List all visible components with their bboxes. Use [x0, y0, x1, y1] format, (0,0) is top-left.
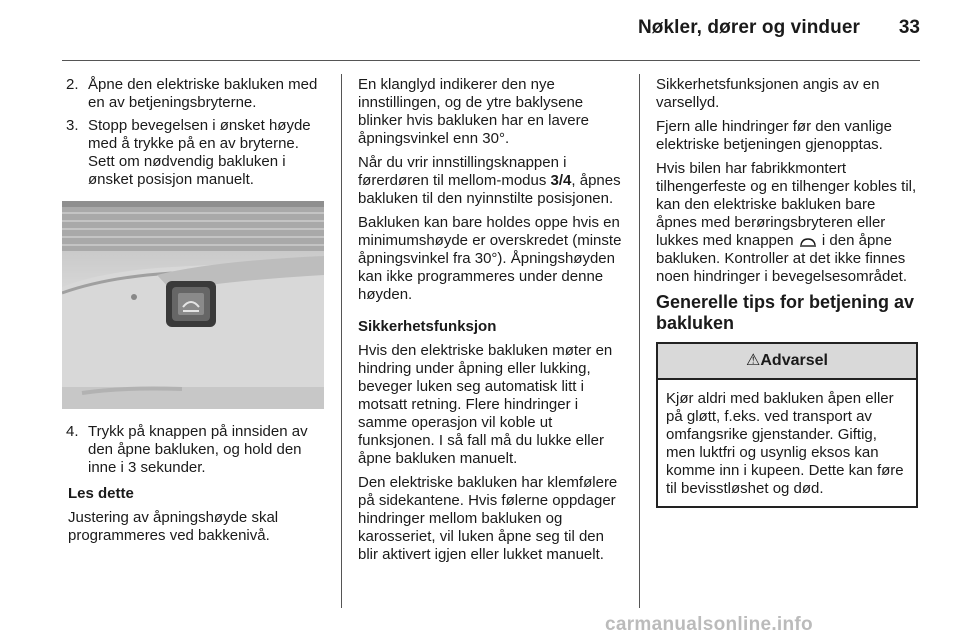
warning-header	[658, 344, 916, 380]
watermark: carmanualsonline.info	[605, 614, 813, 635]
close-tailgate-button-icon	[798, 235, 818, 247]
paragraph-remove-obstacles: Fjern alle hindringer før den vanlige elektriske betjeningen gjenopptas.	[656, 118, 892, 153]
list-item-step-3	[62, 117, 326, 189]
column-1	[62, 76, 326, 551]
paragraph-driver-door-knob	[358, 154, 624, 208]
text-fragment: Når du vrir innstillingsknappen i førerdøren til mellom-modus	[358, 154, 567, 189]
note-block	[62, 485, 326, 545]
column-divider-2	[639, 74, 640, 608]
warning-title: Advarsel	[760, 352, 828, 369]
text-fragment: Hvis bilen har fabrikkmontert tilhengerfeste og en tilhenger kobles til, kan den elektriske bakluken bare åpnes med berøringsbryteren eller lukkes med knappen	[656, 160, 917, 249]
warning-box	[656, 342, 918, 508]
tailgate-button-photo	[62, 201, 324, 409]
safety-heading: Sikkerhetsfunksjon	[358, 318, 497, 335]
step-text: Stopp bevegelsen i ønsket høyde med å trykke på en av bryterne. Sett om nødvendig bakluken i ønsket posisjon manuelt.	[88, 117, 311, 188]
note-text: Justering av åpningshøyde skal programmeres ved bakkenivå.	[68, 509, 279, 544]
paragraph-chime: En klanglyd indikerer den nye innstillingen, og de ytre baklysene blinker hvis bakluken har en lavere åpningsvinkel enn 30°.	[358, 76, 589, 147]
warning-triangle-icon: ⚠	[746, 352, 761, 369]
list-item-step-4	[62, 423, 326, 477]
step-text: Åpne den elektriske bakluken med en av betjeningsbryterne.	[88, 76, 318, 111]
step-number: 2.	[66, 76, 79, 93]
column-3	[656, 76, 920, 508]
step-text: Trykk på knappen på innsiden av den åpne bakluken, og hold den inne i 3 sekunder.	[88, 423, 308, 476]
step-number: 4.	[66, 423, 79, 440]
header-rule	[62, 60, 920, 61]
tailgate-illustration	[62, 201, 324, 409]
paragraph-minimum-height: Bakluken kan bare holdes oppe hvis en minimumshøyde er overskredet (minste åpningsvinkel fra 30°). Åpningshøyden kan ikke programmeres under denne høyden.	[358, 214, 622, 303]
warning-text: Kjør aldri med bakluken åpen eller på gløtt, f.eks. ved transport av omfangsrike gjenstander. Giftig, men luktfri og usynlig eksos kan komme inn i kupeen. Dette kan føre til bevisstløshet og død.	[666, 390, 904, 497]
mode-label: 3/4	[550, 172, 572, 189]
column-divider-1	[341, 74, 342, 608]
section-title: Generelle tips for betjening av bakluken	[656, 292, 915, 333]
note-heading: Les dette	[68, 485, 134, 502]
list-item-step-2	[62, 76, 326, 112]
step-number: 3.	[66, 117, 79, 134]
text-fragment: i den åpne bakluken. Kontroller at det ikke finnes noen hindringer i bevegelsesområdet.	[656, 232, 907, 285]
paragraph-trailer	[656, 160, 920, 286]
paragraph-pinch-sensors: Den elektriske bakluken har klemfølere på sidekantene. Hvis følerne oppdager hindringer mellom bakluken og karosseriet, vil luken åpne seg til den blir aktivert igjen eller lukket manuelt.	[358, 474, 618, 563]
page-number: 33	[898, 17, 920, 38]
column-2	[358, 76, 624, 570]
paragraph-warning-sound: Sikkerhetsfunksjonen angis av en varsellyd.	[656, 76, 880, 111]
safety-text: Hvis den elektriske bakluken møter en hindring under åpning eller lukking, beveger luken seg automatisk litt i motsatt retning. Flere hindringer i samme operasjon vil koble ut funksjonen. I så fall må du lukke eller åpne bakluken manuelt.	[358, 342, 613, 467]
text-fragment: , åpnes bakluken til den nyinnstilte posisjonen.	[358, 172, 621, 207]
page-title: Nøkler, dører og vinduer	[637, 17, 860, 38]
